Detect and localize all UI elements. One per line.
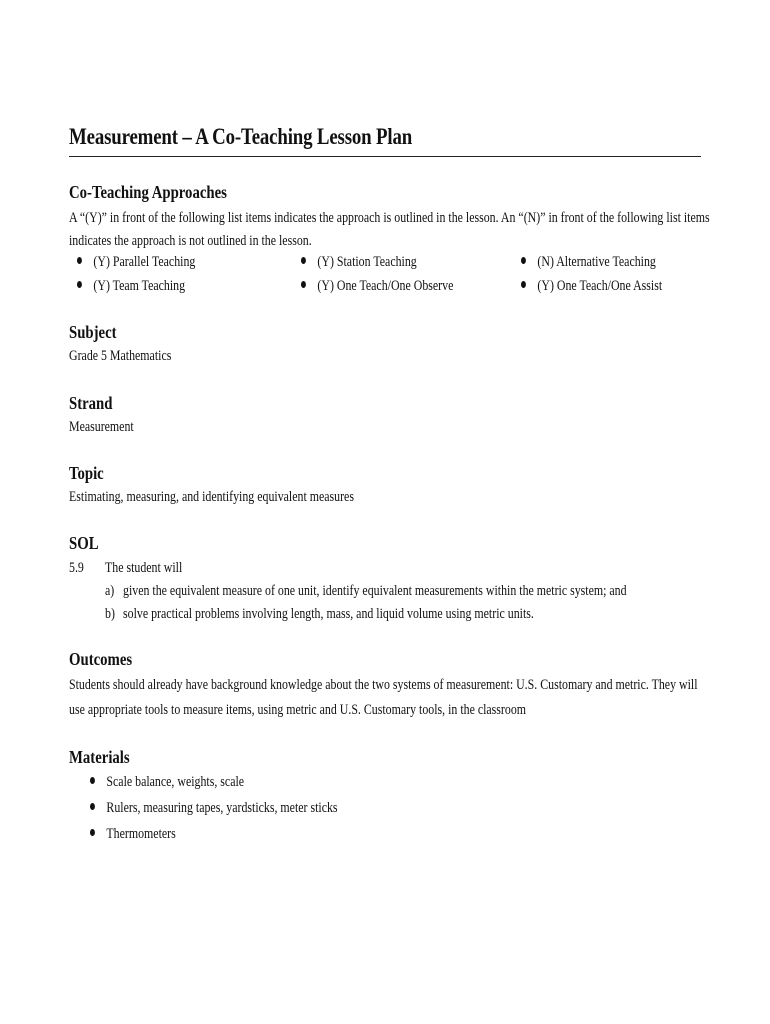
materials-item bbox=[69, 795, 701, 821]
outcomes-section bbox=[69, 648, 701, 723]
subject-text: Grade 5 Mathematics bbox=[69, 348, 172, 364]
approach-item bbox=[77, 275, 185, 298]
strand-section bbox=[69, 392, 701, 439]
materials-list bbox=[69, 769, 701, 847]
sol-item-letter: a) bbox=[105, 583, 115, 599]
sol-item-content bbox=[105, 580, 627, 603]
sol-lead: The student will bbox=[105, 560, 183, 576]
strand-text: Measurement bbox=[69, 419, 134, 435]
bullet-icon bbox=[77, 257, 82, 264]
materials-item-content bbox=[90, 821, 176, 847]
outcomes-text bbox=[69, 673, 700, 723]
sol-item-text: given the equivalent measure of one unit, identify equivalent measurements within the metric system; and bbox=[123, 583, 627, 599]
materials-item-content bbox=[90, 795, 338, 821]
sol-standard-row bbox=[69, 557, 701, 580]
approach-label: (Y) Station Teaching bbox=[317, 254, 417, 270]
title-underline bbox=[69, 156, 701, 157]
approach-label: (Y) Parallel Teaching bbox=[93, 254, 196, 270]
materials-item-content bbox=[90, 769, 244, 795]
strand-heading: Strand bbox=[69, 393, 113, 413]
materials-heading: Materials bbox=[69, 747, 130, 767]
outcomes-line1: Students should already have background knowledge about the two systems of measurement: U.S. Customary and metric. They will bbox=[69, 677, 698, 693]
sol-item-letter: b) bbox=[105, 606, 115, 622]
topic-heading: Topic bbox=[69, 463, 104, 483]
sol-item-text: solve practical problems involving length, mass, and liquid volume using metric units. bbox=[123, 606, 534, 622]
outcomes-heading: Outcomes bbox=[69, 649, 133, 669]
approaches-intro-line1: A “(Y)” in front of the following list items indicates the approach is outlined in the lesson. An “(N)” in front of the following list items bbox=[69, 210, 710, 226]
approach-item bbox=[301, 275, 453, 298]
approach-item bbox=[521, 251, 656, 274]
materials-label: Thermometers bbox=[106, 826, 176, 842]
sol-section bbox=[69, 532, 701, 626]
document-title: Measurement – A Co-Teaching Lesson Plan bbox=[69, 124, 413, 149]
materials-item bbox=[69, 769, 701, 795]
subject-section bbox=[69, 321, 701, 368]
approach-item bbox=[301, 251, 417, 274]
materials-label: Scale balance, weights, scale bbox=[106, 774, 245, 790]
bullet-icon bbox=[90, 777, 95, 784]
approaches-intro-line2: indicates the approach is not outlined in the lesson. bbox=[69, 233, 312, 249]
sol-heading: SOL bbox=[69, 533, 99, 553]
bullet-icon bbox=[521, 257, 526, 264]
sol-item bbox=[69, 580, 701, 603]
approach-label: (N) Alternative Teaching bbox=[537, 254, 656, 270]
approach-item bbox=[77, 251, 195, 274]
approach-label: (Y) One Teach/One Observe bbox=[317, 278, 454, 294]
approach-label: (Y) One Teach/One Assist bbox=[537, 278, 663, 294]
approaches-heading: Co-Teaching Approaches bbox=[69, 182, 227, 202]
lesson-plan-page bbox=[69, 0, 710, 842]
topic-section bbox=[69, 462, 701, 509]
materials-item bbox=[69, 821, 701, 847]
approaches-section bbox=[69, 181, 710, 253]
bullet-icon bbox=[301, 281, 306, 288]
outcomes-line2: use appropriate tools to measure items, using metric and U.S. Customary tools, in the classroom bbox=[69, 702, 527, 718]
approach-item bbox=[521, 275, 662, 298]
sol-number: 5.9 bbox=[69, 560, 84, 576]
bullet-icon bbox=[90, 829, 95, 836]
bullet-icon bbox=[77, 281, 82, 288]
subject-heading: Subject bbox=[69, 322, 117, 342]
approaches-intro bbox=[69, 207, 710, 253]
sol-item-content bbox=[105, 603, 534, 626]
bullet-icon bbox=[521, 281, 526, 288]
bullet-icon bbox=[301, 257, 306, 264]
materials-label: Rulers, measuring tapes, yardsticks, meter sticks bbox=[106, 800, 338, 816]
topic-text: Estimating, measuring, and identifying equivalent measures bbox=[69, 489, 354, 505]
approach-label: (Y) Team Teaching bbox=[93, 278, 186, 294]
approaches-list bbox=[69, 251, 701, 299]
sol-item bbox=[69, 603, 701, 626]
bullet-icon bbox=[90, 803, 95, 810]
materials-section bbox=[69, 746, 701, 847]
